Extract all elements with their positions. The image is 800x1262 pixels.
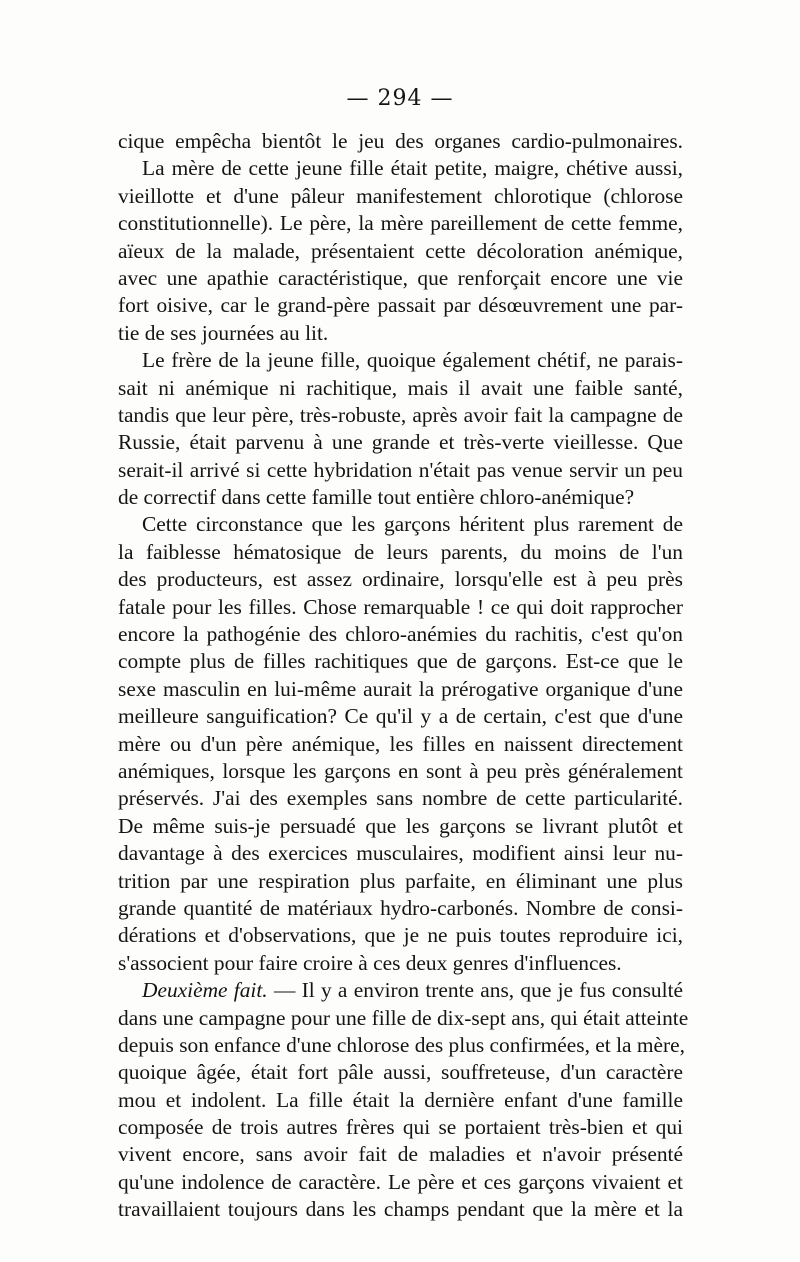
text-line: davantage à des exercices musculaires, modifient ainsi leur nu- bbox=[118, 841, 683, 866]
text-line: grande quantité de matériaux hydro-carbonés. Nombre de consi- bbox=[118, 895, 683, 920]
text-line: fort oisive, car le grand-père passait par désœuvrement une par- bbox=[118, 293, 683, 318]
text-line: avec une apathie caractéristique, que renforçait encore une vie bbox=[118, 265, 683, 290]
text-line: aïeux de la malade, présentaient cette décoloration anémique, bbox=[118, 238, 683, 263]
text-line: De même suis-je persuadé que les garçons se livrant plutôt et bbox=[118, 813, 683, 838]
text-line: qu'une indolence de caractère. Le père et ces garçons vivaient et bbox=[118, 1169, 683, 1194]
text-line: meilleure sanguification? Ce qu'il y a de certain, c'est que d'une bbox=[118, 704, 683, 729]
text-line: encore la pathogénie des chloro-anémies du rachitis, c'est qu'on bbox=[118, 622, 683, 647]
text-line: des producteurs, est assez ordinaire, lorsqu'elle est à peu près bbox=[118, 567, 683, 592]
text-line: sait ni anémique ni rachitique, mais il avait une faible santé, bbox=[118, 375, 683, 400]
text-line: anémiques, lorsque les garçons en sont à peu près généralement bbox=[118, 758, 683, 783]
text-line: depuis son enfance d'une chlorose des plus confirmées, et la mère, bbox=[118, 1032, 685, 1057]
text-line: tie de ses journées au lit. bbox=[118, 320, 329, 345]
text-line: s'associent pour faire croire à ces deux genres d'influences. bbox=[118, 950, 622, 975]
text-line: quoique âgée, était fort pâle aussi, souffreteuse, d'un caractère bbox=[118, 1060, 683, 1085]
text-line: vivent encore, sans avoir fait de maladies et n'avoir présenté bbox=[118, 1142, 683, 1167]
section-label: Deuxième fait. bbox=[142, 978, 268, 1003]
text-line: travaillaient toujours dans les champs pendant que la mère et la bbox=[118, 1197, 683, 1222]
text-line: mère ou d'un père anémique, les filles en naissent directement bbox=[118, 731, 683, 756]
text-line: de correctif dans cette famille tout entière chloro-anémique? bbox=[118, 485, 635, 510]
text-line: trition par une respiration plus parfaite, en éliminant une plus bbox=[118, 868, 683, 893]
text-line: vieillotte et d'une pâleur manifestement chlorotique (chlorose bbox=[118, 183, 683, 208]
page-number: — 294 — bbox=[346, 86, 454, 111]
text-line: La mère de cette jeune fille était petite, maigre, chétive aussi, bbox=[142, 156, 683, 181]
text-line: la faiblesse hématosique de leurs parents, du moins de l'un bbox=[118, 539, 683, 564]
text-line: fatale pour les filles. Chose remarquable ! ce qui doit rapprocher bbox=[118, 594, 683, 619]
text-line: Russie, était parvenu à une grande et très-verte vieillesse. Que bbox=[118, 430, 683, 455]
text-line: serait-il arrivé si cette hybridation n'était pas venue servir un peu bbox=[118, 457, 683, 482]
text-line: constitutionnelle). Le père, la mère pareillement de cette femme, bbox=[118, 211, 683, 236]
section-heading-line bbox=[118, 977, 683, 1004]
text-line: Cette circonstance que les garçons héritent plus rarement de bbox=[142, 512, 683, 537]
text-line: sexe masculin en lui-même aurait la prérogative organique d'une bbox=[118, 676, 683, 701]
text-line: mou et indolent. La fille était la dernière enfant d'une famille bbox=[118, 1087, 683, 1112]
section-line-rest: — Il y a environ trente ans, que je fus consulté bbox=[267, 978, 684, 1003]
text-line: compte plus de filles rachitiques que de garçons. Est-ce que le bbox=[118, 649, 683, 674]
text-line: dans une campagne pour une fille de dix-sept ans, qui était atteinte bbox=[118, 1005, 689, 1030]
text-line: tandis que leur père, très-robuste, après avoir fait la campagne de bbox=[118, 402, 683, 427]
text-line: dérations et d'observations, que je ne puis toutes reproduire ici, bbox=[118, 923, 683, 948]
text-line: composée de trois autres frères qui se portaient très-bien et qui bbox=[118, 1115, 683, 1140]
text-line: cique empêcha bientôt le jeu des organes cardio-pulmonaires. bbox=[118, 129, 683, 153]
text-line: Le frère de la jeune fille, quoique également chétif, ne parais- bbox=[142, 348, 683, 373]
body-text bbox=[118, 128, 689, 1224]
text-line: préservés. J'ai des exemples sans nombre de cette particularité. bbox=[118, 786, 683, 811]
